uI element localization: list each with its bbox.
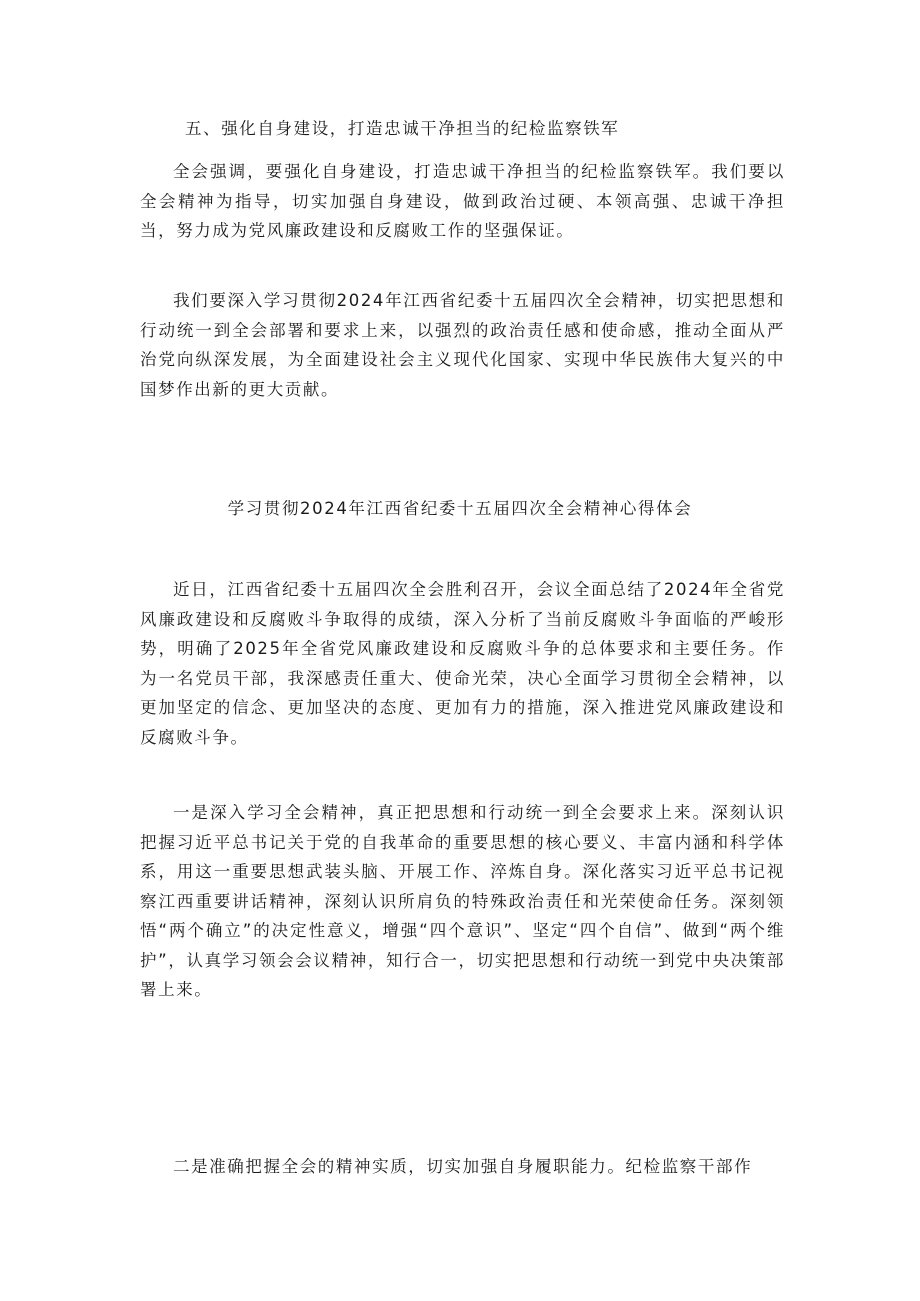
body-paragraph: 我们要深入学习贯彻2024年江西省纪委十五届四次全会精神，切实把思想和行动统一到全会部署和要求上来，以强烈的政治责任感和使命感，推动全面从严治党向纵深发展，为全面建设社会主义现代化国家、实现中华民族伟大复兴的中国梦作出新的更大贡献。 bbox=[140, 291, 785, 399]
body-paragraph: 一是深入学习全会精神，真正把思想和行动统一到全会要求上来。深刻认识把握习近平总书记关于党的自我革命的重要思想的核心要义、丰富内涵和科学体系，用这一重要思想武装头脑、开展工作、淬炼自身。深化落实习近平总书记视察江西重要讲话精神，深刻认识所肩负的特殊政治责任和光荣使命任务。深刻领悟“两个确立”的决定性意义，增强“四个意识”、坚定“四个自信”、做到“两个维护”，认真学习领会会议精神，知行合一，切实把思想和行动统一到党中央决策部署上来。 bbox=[140, 803, 785, 999]
section-heading: 五、强化自身建设，打造忠诚干净担当的纪检监察铁军 bbox=[185, 119, 620, 138]
body-paragraph: 近日，江西省纪委十五届四次全会胜利召开，会议全面总结了2024年全省党风廉政建设和反腐败斗争取得的成绩，深入分析了当前反腐败斗争面临的严峻形势，明确了2025年全省党风廉政建设和反腐败斗争的总体要求和主要任务。作为一名党员干部，我深感责任重大、使命光荣，决心全面学习贯彻全会精神，以更加坚定的信念、更加坚决的态度、更加有力的措施，深入推进党风廉政建设和反腐败斗争。 bbox=[140, 580, 785, 747]
body-paragraph: 全会强调，要强化自身建设，打造忠诚干净担当的纪检监察铁军。我们要以全会精神为指导，切实加强自身建设，做到政治过硬、本领高强、忠诚干净担当，努力成为党风廉政建设和反腐败工作的坚强保证。 bbox=[140, 162, 785, 240]
document-title: 学习贯彻2024年江西省纪委十五届四次全会精神心得体会 bbox=[227, 499, 693, 518]
body-paragraph: 二是准确把握全会的精神实质，切实加强自身履职能力。纪检监察干部作 bbox=[173, 1157, 753, 1176]
